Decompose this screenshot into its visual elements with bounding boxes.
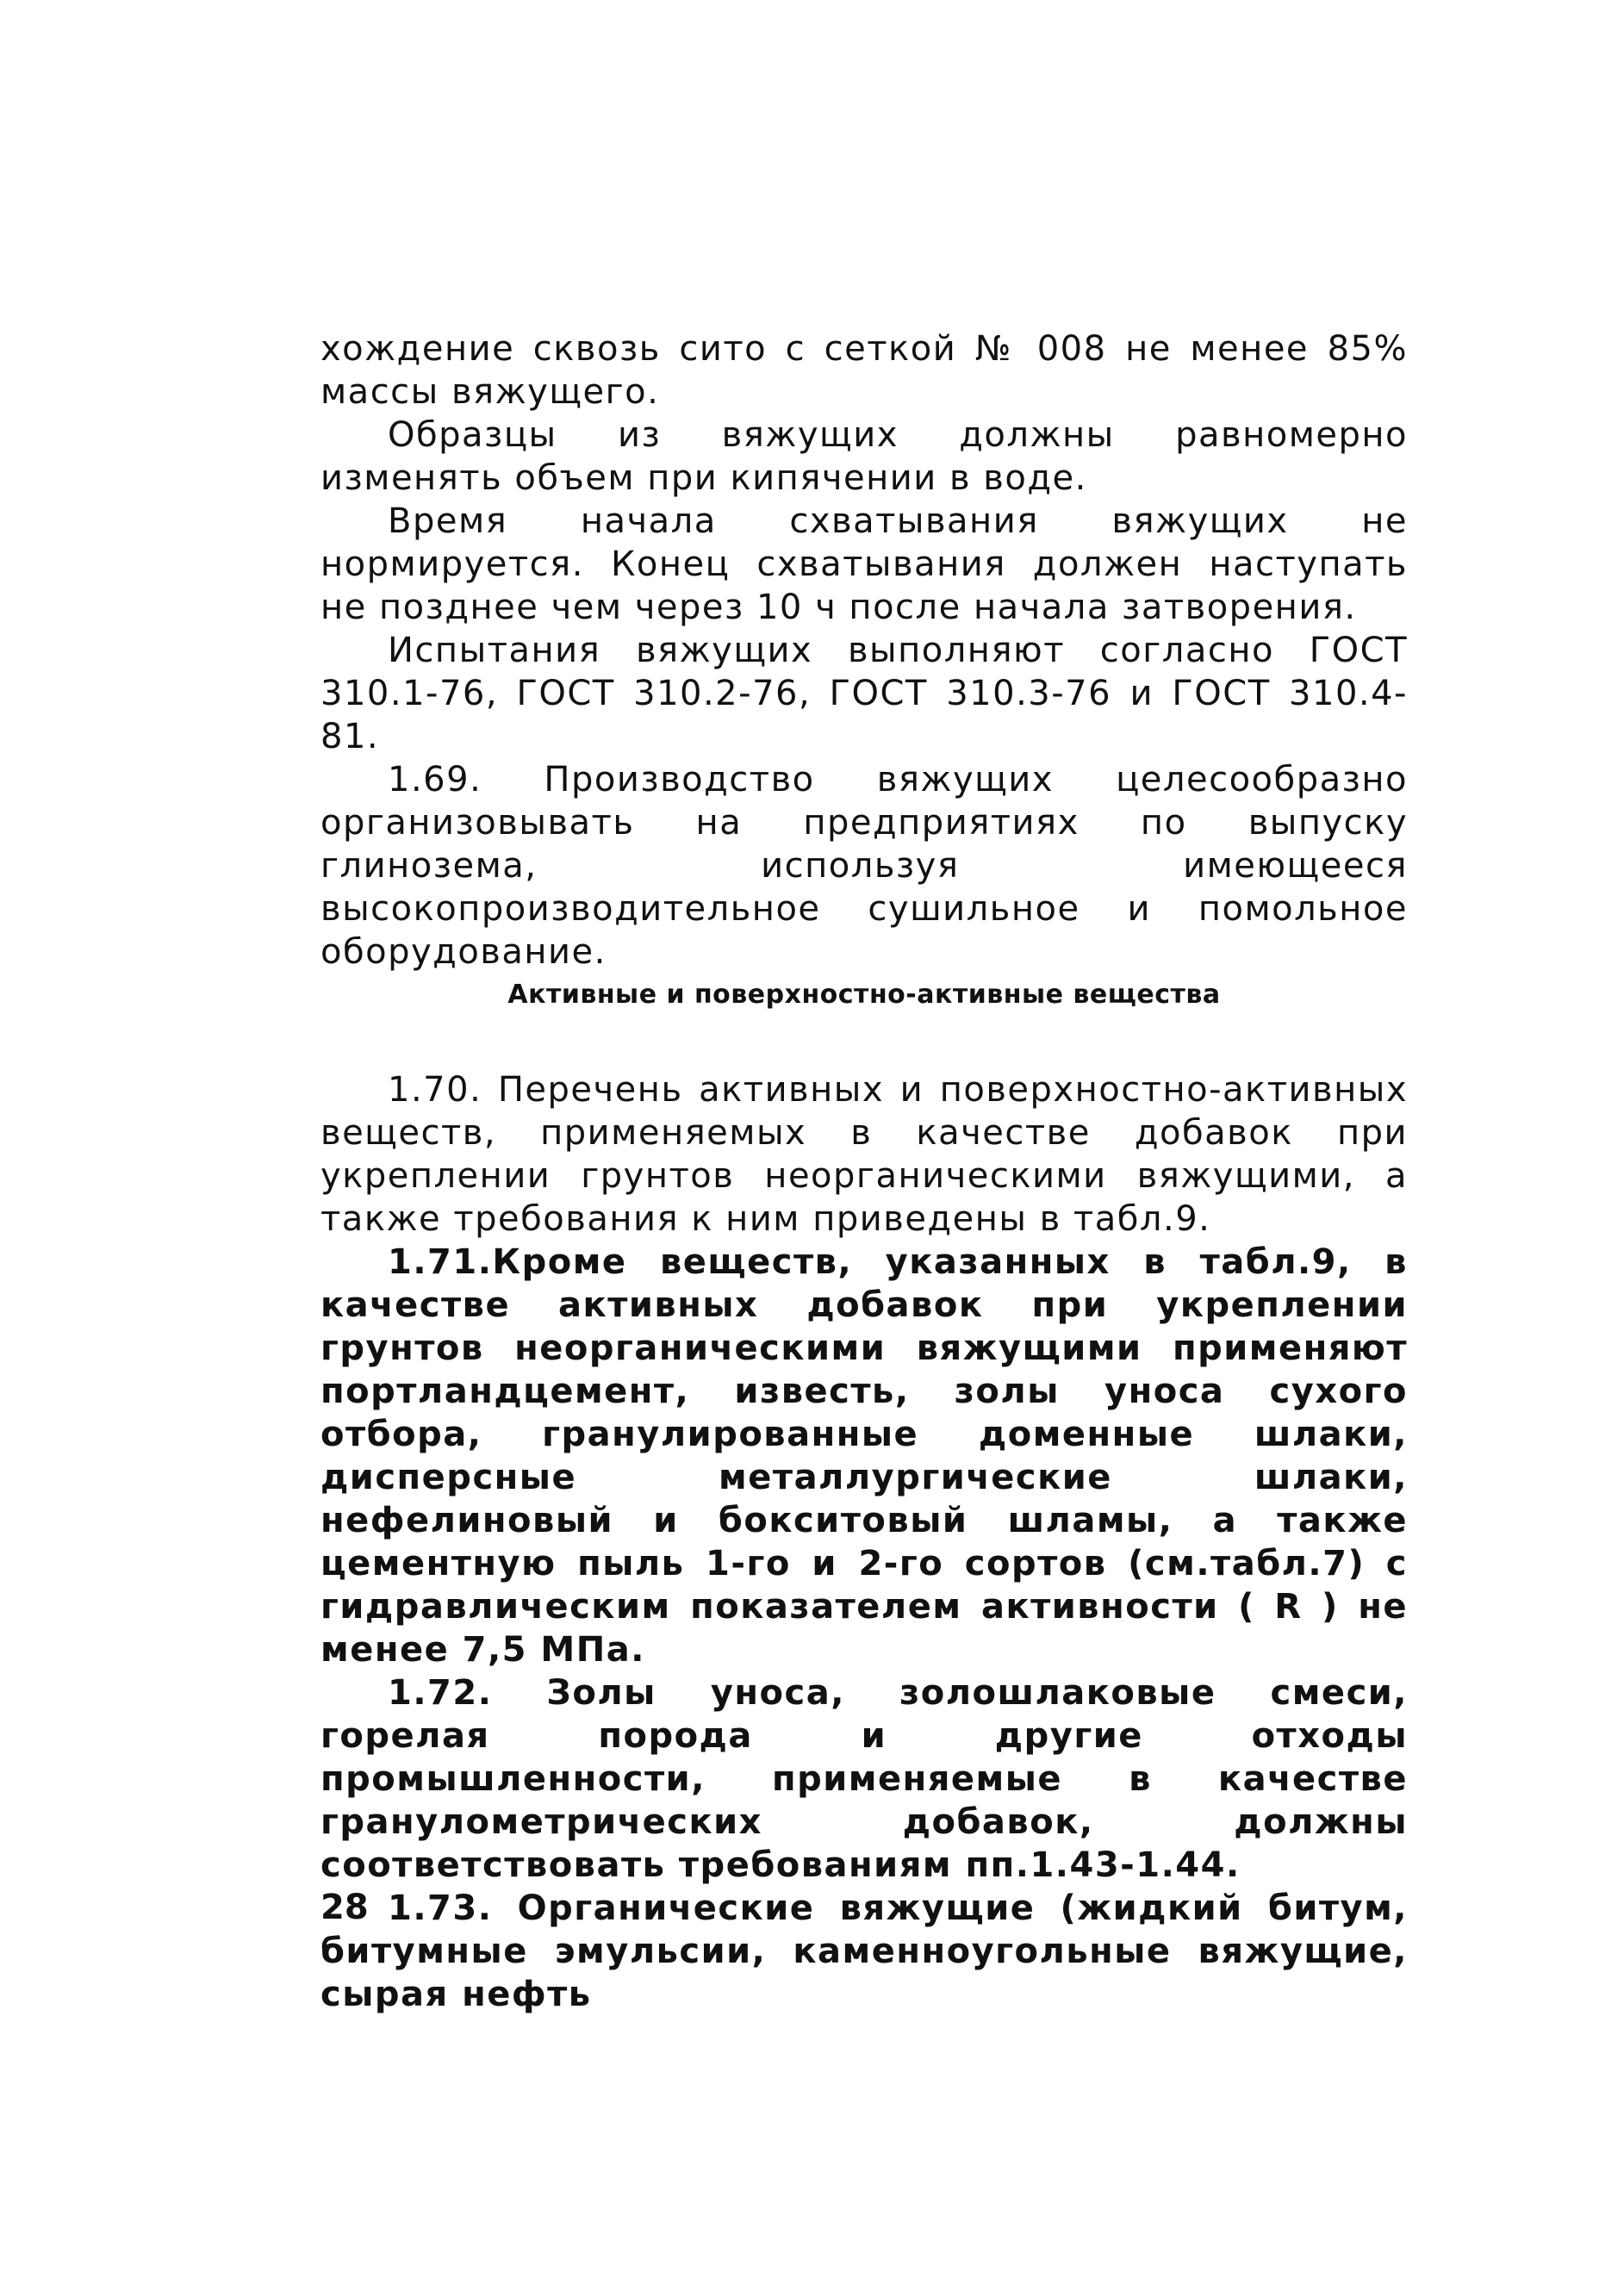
page-number: 28	[320, 1888, 369, 1927]
paragraph-1-72: 1.72. Золы уноса, золошлаковые смеси, горелая порода и другие отходы промышленности, применяемые в качестве гранулометрических добавок, должны соответствовать требованиям пп.1.43-1.44.	[320, 1673, 1408, 1885]
paragraph-volume: Образцы из вяжущих должны равномерно изменять объем при кипячении в воде.	[320, 415, 1408, 498]
paragraph-1-71: 1.71.Кроме веществ, указанных в табл.9, в качестве активных добавок при укреплении грунтов неорганическими вяжущими применяют портландцемент, известь, золы уноса сухого отбора, гранулированные доменные шлаки, дисперсные металлургические шлаки, нефелиновый и бокситовый шламы, а также цементную пыль 1-го и 2-го сортов (см.табл.7) с гидравлическим показателем активности ( R ) не менее 7,5 МПа.	[320, 1242, 1408, 1670]
paragraph-setting-time: Время начала схватывания вяжущих не нормируется. Конец схватывания должен наступать не позднее чем через 10 ч после начала затворения.	[320, 501, 1408, 627]
section-heading: Активные и поверхностно-активные вещества	[507, 980, 1221, 1010]
paragraph-1-70: 1.70. Перечень активных и поверхностно-активных веществ, применяемых в качестве добавок при укреплении грунтов неорганическими вяжущими, а также требования к ним приведены в табл.9.	[320, 1070, 1408, 1239]
paragraph-sieve: хождение сквозь сито с сеткой № 008 не менее 85% массы вяжущего.	[320, 329, 1408, 412]
paragraph-1-73: 1.73. Органические вяжущие (жидкий битум, битумные эмульсии, каменноугольные вяжущие, сырая нефть	[320, 1888, 1408, 2014]
lower-text-block	[320, 1068, 1408, 2016]
paragraph-1-69: 1.69. Производство вяжущих целесообразно организовывать на предприятиях по выпуску глинозема, используя имеющееся высокопроизводительное сушильное и помольное оборудование.	[320, 760, 1408, 972]
paragraph-tests: Испытания вяжущих выполняют согласно ГОСТ 310.1-76, ГОСТ 310.2-76, ГОСТ 310.3-76 и ГОСТ 310.4-81.	[320, 631, 1408, 756]
upper-text-block	[320, 327, 1408, 974]
